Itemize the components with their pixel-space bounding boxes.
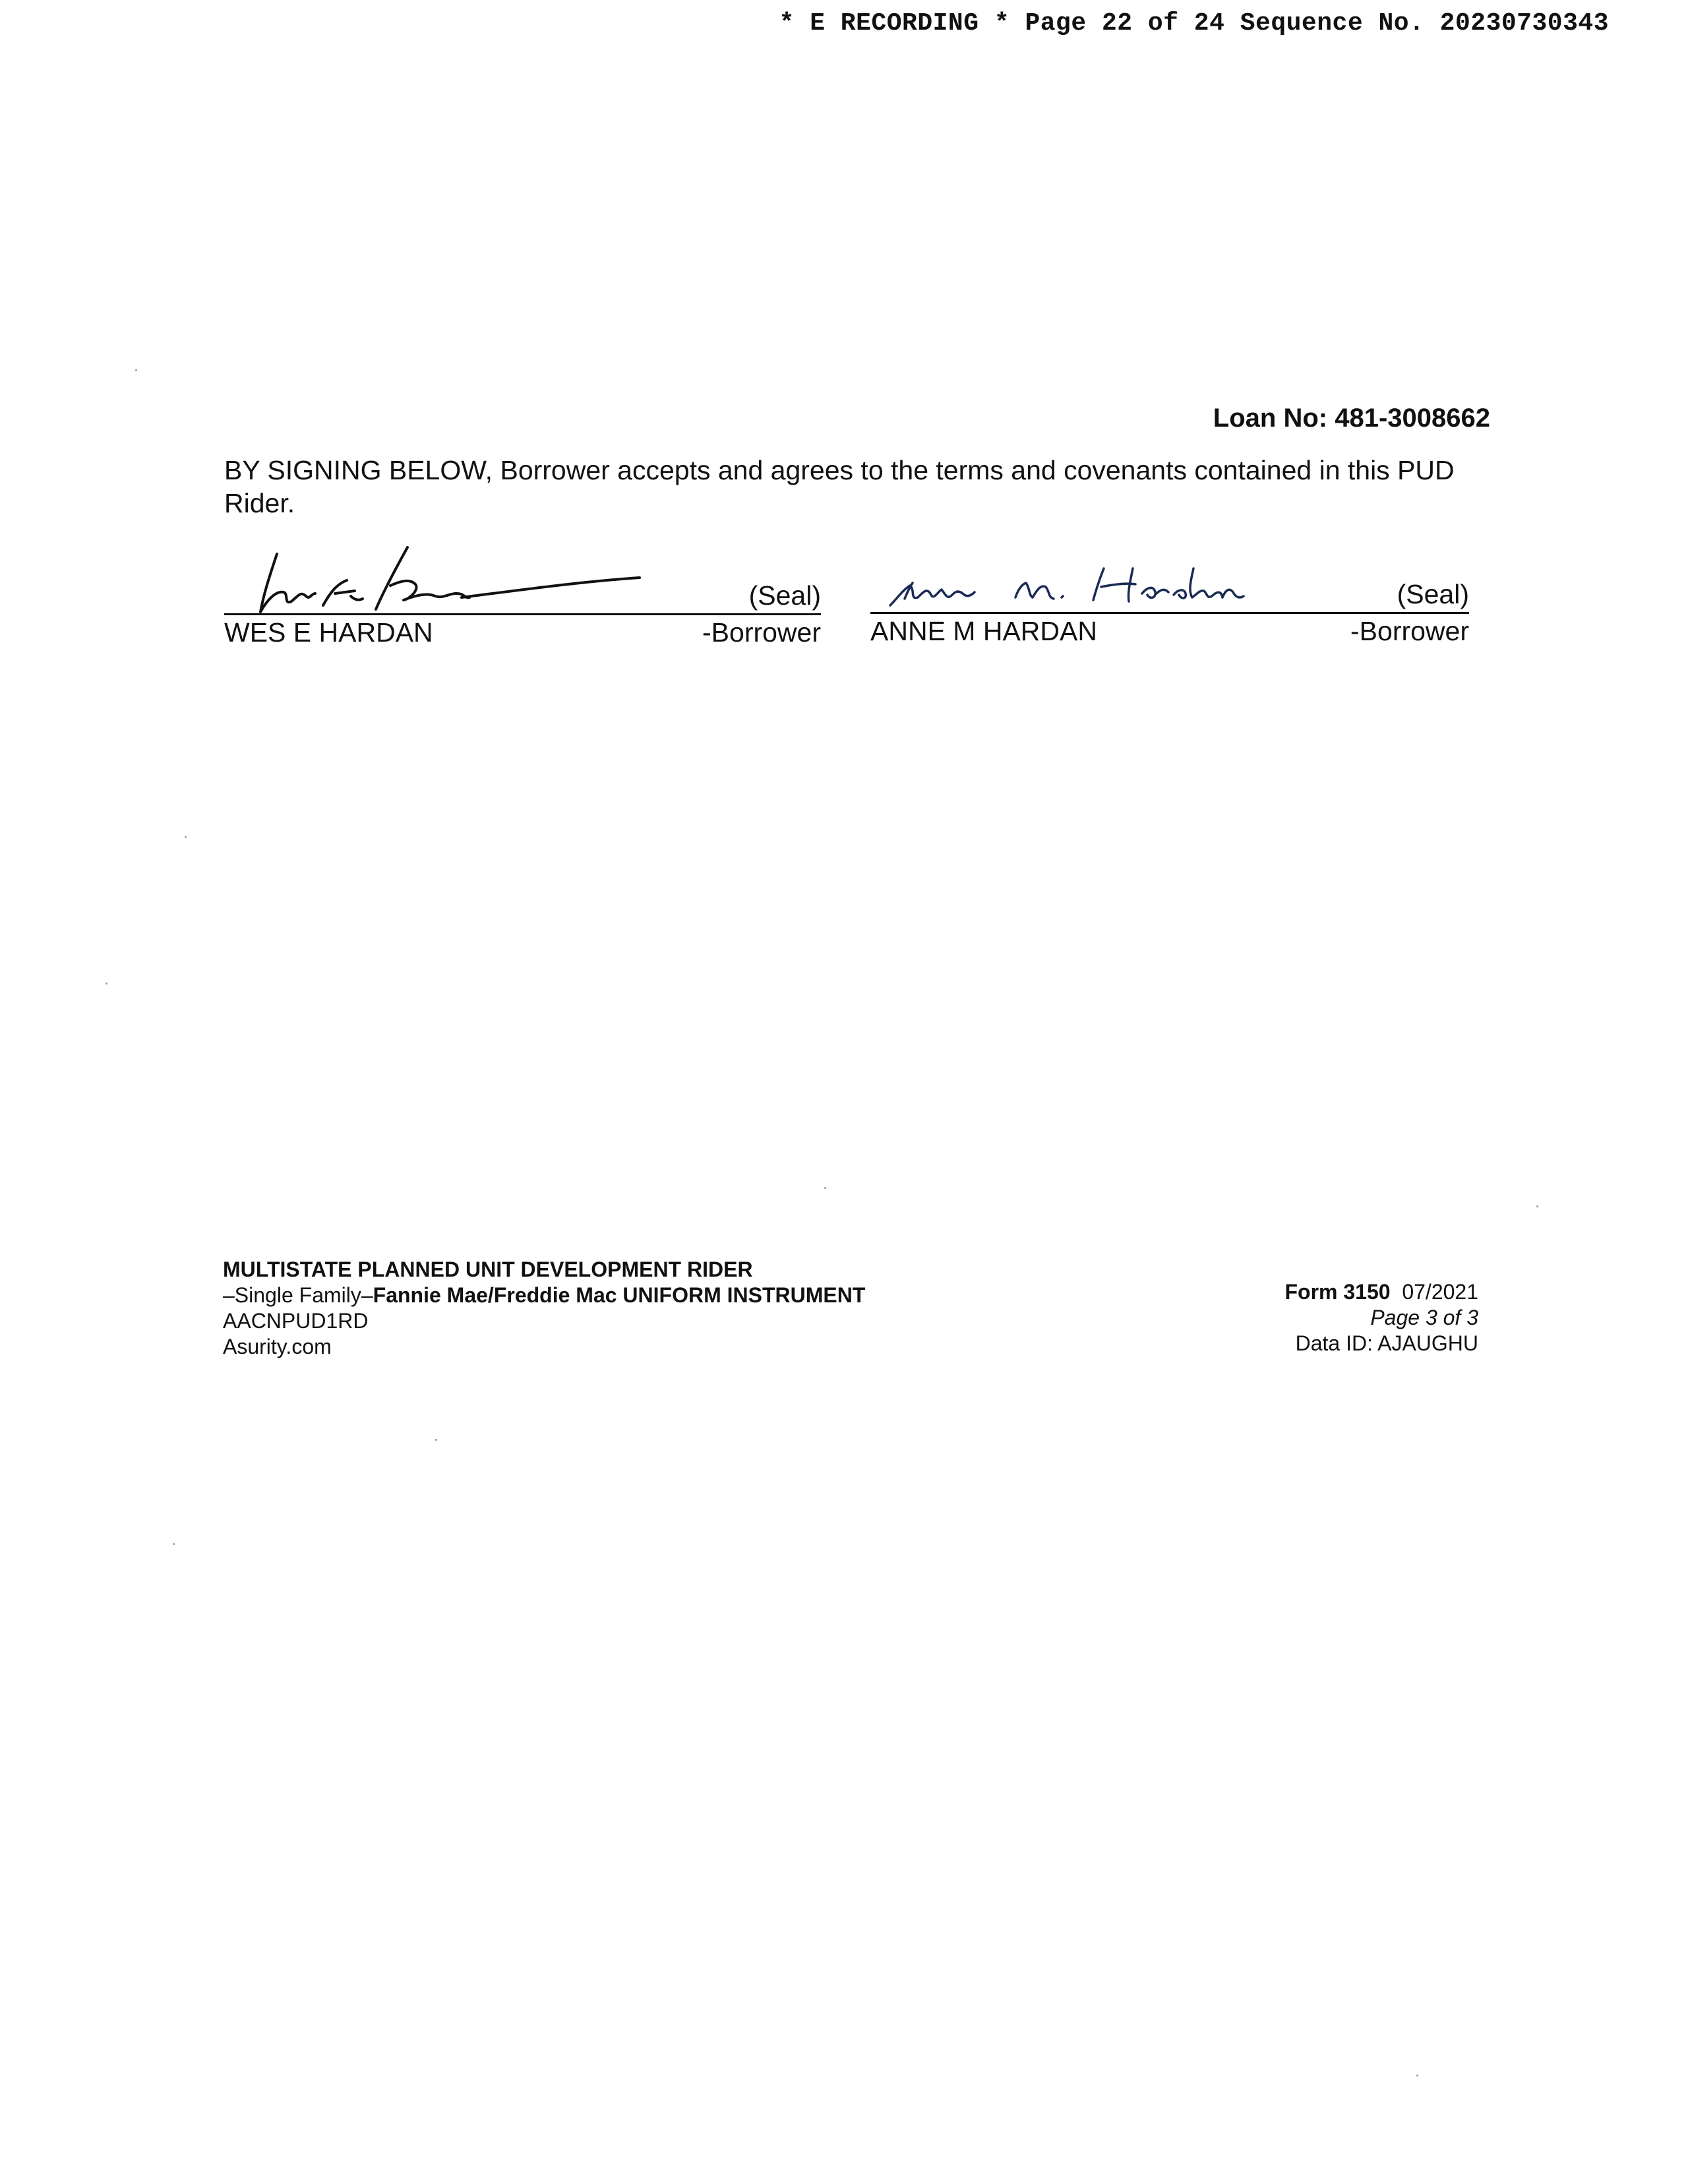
- form-website: Asurity.com: [223, 1335, 332, 1358]
- signature-line: [870, 612, 1469, 614]
- scan-speck: [135, 369, 137, 371]
- form-footer-right: [1284, 1279, 1478, 1356]
- scan-speck: [106, 983, 107, 985]
- signature-line: [224, 613, 821, 615]
- scan-speck: [173, 1543, 175, 1545]
- signature-block-borrower-2: [870, 566, 1469, 645]
- scan-speck: [185, 836, 187, 838]
- borrower-role: -Borrower: [1350, 616, 1469, 646]
- form-number: Form 3150: [1284, 1280, 1391, 1304]
- signature-anne-m-hardan: [884, 526, 1279, 619]
- form-number-line: [1284, 1279, 1478, 1305]
- data-id: Data ID: AJAUGHU: [1295, 1331, 1478, 1355]
- scan-speck: [1536, 1205, 1538, 1207]
- form-subtitle-regular: –Single Family–: [223, 1283, 373, 1307]
- form-code: AACNPUD1RD: [223, 1309, 369, 1333]
- scan-speck: [1416, 2075, 1418, 2077]
- loan-number: Loan No: 481-3008662: [1213, 404, 1490, 433]
- scan-speck: [435, 1439, 437, 1441]
- agreement-statement: BY SIGNING BELOW, Borrower accepts and agrees to the terms and covenants contained in this PUD Rider.: [224, 455, 1455, 518]
- page-number: Page 3 of 3: [1370, 1306, 1478, 1329]
- signature-wes-e-hardan: [237, 528, 646, 620]
- form-title: MULTISTATE PLANNED UNIT DEVELOPMENT RIDER: [223, 1258, 753, 1281]
- seal-label: (Seal): [1397, 579, 1469, 609]
- form-subtitle-bold: Fannie Mae/Freddie Mac UNIFORM INSTRUMENT: [373, 1283, 866, 1307]
- seal-label: (Seal): [748, 580, 821, 611]
- form-date: 07/2021: [1402, 1280, 1478, 1304]
- borrower-role: -Borrower: [702, 617, 821, 648]
- borrower-name: ANNE M HARDAN: [870, 616, 1097, 646]
- borrower-name: WES E HARDAN: [224, 617, 433, 648]
- form-footer-left: [223, 1257, 865, 1360]
- scan-speck: [824, 1187, 826, 1189]
- recording-header: * E RECORDING * Page 22 of 24 Sequence No. 20230730343: [779, 9, 1609, 38]
- signature-block-borrower-1: [224, 567, 821, 646]
- form-subtitle: [223, 1283, 865, 1308]
